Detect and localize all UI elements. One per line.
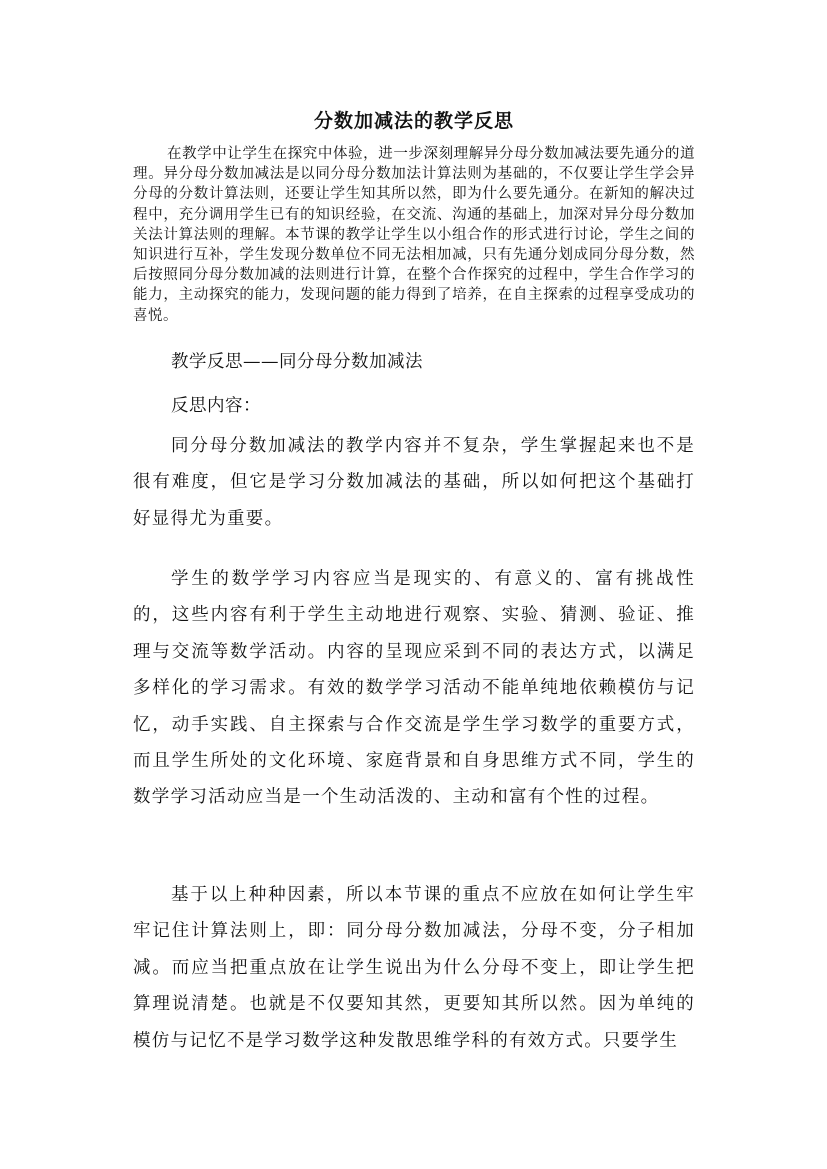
- body-paragraph-3: 基于以上种种因素，所以本节课的重点不应放在如何让学生牢牢记住计算法则上，即：同分母分数加减法，分母不变，分子相加减。而应当把重点放在让学生说出为什么分母不变上，即让学生把算理说清楚。也就是不仅要知其然，更要知其所以然。因为单纯的模仿与记忆不是学习数学这种发散思维学科的有效方式。只要学生: [133, 885, 695, 1051]
- subtitle: 教学反思——同分母分数加减法: [171, 352, 423, 372]
- intro-paragraph: 在教学中让学生在探究中体验，进一步深刻理解异分母分数加减法要先通分的道理。异分母分数加减法是以同分母分数加法计算法则为基础的，不仅要让学生学会异分母的分数计算法则，还要让学生知其所以然，即为什么要先通分。在新知的解决过程中，充分调用学生已有的知识经验，在交流、沟通的基础上，加深对异分母分数加关法计算法则的理解。本节课的教学让学生以小组合作的形式进行讨论，学生之间的知识进行互补，学生发现分数单位不同无法相加减，只有先通分划成同分母分数，然后按照同分母分数加减的法则进行计算，在整个合作探究的过程中，学生合作学习的能力，主动探究的能力，发现问题的能力得到了培养，在自主探索的过程享受成功的喜悦。: [133, 146, 695, 324]
- section-label: 反思内容：: [171, 396, 261, 416]
- document-title: 分数加减法的教学反思: [313, 110, 514, 132]
- body-paragraph-1: 同分母分数加减法的教学内容并不复杂，学生掌握起来也不是很有难度，但它是学习分数加减法的基础，所以如何把这个基础打好显得尤为重要。: [133, 436, 695, 529]
- body-paragraph-2: 学生的数学学习内容应当是现实的、有意义的、富有挑战性的，这些内容有利于学生主动地进行观察、实验、猜测、验证、推理与交流等数学活动。内容的呈现应采到不同的表达方式，以满足多样化的学习需求。有效的数学学习活动不能单纯地依赖模仿与记忆，动手实践、自主探索与合作交流是学生学习数学的重要方式，而且学生所处的文化环境、家庭背景和自身思维方式不同，学生的数学学习活动应当是一个生动活泼的、主动和富有个性的过程。: [133, 569, 695, 808]
